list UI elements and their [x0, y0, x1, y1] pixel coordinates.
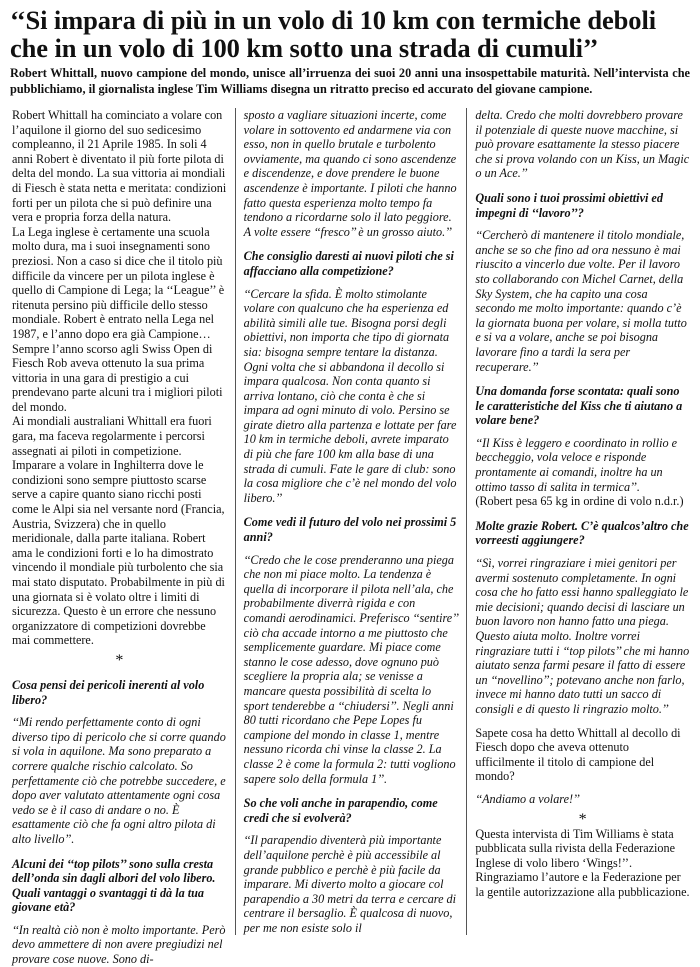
answer-thanks: ‘‘Sì, vorrei ringraziare i miei genitori per avermi sostenuto completamente. In ogni cosa che ho fatto essi hanno spalleggiato le mie decisioni; quando decisi di lasciare un buon lavoro non hanno fatto una piega. Questo aiuta molto. Inoltre vorrei ringraziare tutti i ‘‘top pilots’’ che mi hanno aiutato senza farmi pesare il fatto di essere un ‘‘novellino’’; potevano anche non farlo, invece mi hanno dato tutti un sacco di consigli e di questo li ringrazio molto.’’: [475, 556, 690, 716]
question-future: Come vedi il futuro del volo nei prossimi 5 anni?: [243, 515, 457, 545]
answer-age: ‘‘In realtà ciò non è molto importante. Però devo ammettere di non avere pregiudizi nel provare cose nuove. Sono di-: [12, 922, 226, 967]
intro-paragraph-5: Imparare a volare in Inghilterra dove le condizioni sono sempre piuttosto scarse serve a capire quanto siano ricchi posti come le Alpi sia nel versante nord (Francia, Austria, Svizzera) che in quello meridionale, dalla parte italiana. Robert ama le condizioni forti e lo ha dimostrato vincendo il mondiale più turbolento che sia mai stato disputato. Probabilmente in più di una giornata si è volato oltre i limiti di sicurezza. Questo è un errore che nessuno organizzatore di competizioni dovrebbe mai commettere.: [12, 458, 225, 648]
editor-note: (Robert pesa 65 kg in ordine di volo n.d.r.): [475, 494, 684, 509]
answer-goals: ‘‘Cercherò di mantenere il titolo mondiale, anche se so che fino ad ora nessuno è mai riuscito a vincerlo due volte. Per il lavoro sto collaborando con Michel Carnet, della Sky System, che ha capito una cosa secondo me molto importante: quando c’è la giornata buona per volare, si molla tutto e si va a volare, anche se poi bisogna lavorare fino a tardi la sera per recuperare.’’: [475, 228, 687, 374]
question-age: Alcuni dei ‘‘top pilots’’ sono sulla cresta dell’onda sin dagli albori del volo libero. Quali vantaggi o svantaggi ti dà la tua giovane età?: [12, 856, 216, 915]
article-title: ‘‘Si impara di più in un volo di 10 km con termiche deboli che in un volo di 100 km sotto una strada di cumuli’’: [10, 5, 656, 63]
article-lead: Robert Whittall, nuovo campione del mondo, unisce all’irruenza dei suoi 20 anni una insospettabile maturità. Nell’intervista che pubblichiamo, il giornalista inglese Tim Williams disegna un ritratto preciso ed accurato del giovane campione.: [10, 66, 690, 96]
answer-dangers: ‘‘Mi rendo perfettamente conto di ogni diverso tipo di pericolo che si corre quando si vola in aquilone. Ma sono preparato a correre qualche rischio calcolato. So perfettamente ciò che potrebbe succedere, e dopo aver valutato attentamente ogni cosa vedo se è il caso di andare o no. È esattamente ciò che fa ogni altro pilota di alto livello’’.: [12, 715, 226, 846]
intro-paragraph-1: Robert Whittall ha cominciato a volare con l’aquilone il giorno del suo sedicesimo compleanno, il 21 Aprile 1985. In soli 4 anni Robert è diventato il più forte pilota di delta del mondo. La sua vittoria ai mondiali di Fiesch è stata netta e meritata: condizioni forti per un pilota che si può definire una vera e propria forza della natura.: [12, 108, 227, 225]
section-separator: *: [115, 651, 124, 669]
question-paragliding: So che voli anche in parapendio, come credi che si evolverà?: [243, 796, 438, 825]
column-3: [466, 108, 690, 935]
question-goals: Quali sono i tuoi prossimi obiettivi ed impegni di ‘‘lavoro’’?: [475, 190, 663, 220]
answer-kiss: ‘‘Il Kiss è leggero e coordinato in rollio e beccheggio, vola veloce e risponde prontamente ai comandi, inoltre ha un ottimo tasso di salita in termica’’.: [475, 435, 678, 494]
answer-age-continued: sposto a vagliare situazioni incerte, come volare in sottovento ed andarmene via con esso, non in quello brutale e turbolento ovviamente, ma quando ci sono ascendenze e discendenze, e dove prendere le buone ascendenze è importante. I piloti che hanno fatto questa esperienza molto tempo fa tendono a ricordarne solo il lato peggiore. A volte essere ‘‘fresco’’ è un grosso aiuto.’’: [243, 108, 457, 239]
column-2: [235, 108, 467, 935]
question-dangers: Cosa pensi dei pericoli inerenti al volo libero?: [12, 677, 205, 707]
intro-paragraph-3: Sempre l’anno scorso agli Swiss Open di Fiesch Rob aveva ottenuto la sua prima vittoria in una gara di prestigio a cui prendevano parte alcuni tra i migliori piloti del mondo.: [12, 341, 223, 414]
column-1: [10, 108, 235, 967]
intro-paragraph-4: Ai mondiali australiani Whittall era fuori gara, ma faceva regolarmente i percorsi assegnati ai piloti in competizione.: [12, 414, 212, 458]
closing-quote: ‘‘Andiamo a volare!’’: [475, 791, 580, 806]
intro-paragraph-2: La Lega inglese è certamente una scuola molto dura, ma i suoi insegnamenti sono preziosi. Non a caso si dice che il titolo più difficile da vincere per un pilota inglese è quello di Campione di Lega; la ‘‘League’’ è ritenuta persino più difficile dello stesso mondiale. Robert è entrato nella Lega nel 1987, e l’anno dopo era già Campione…: [12, 224, 225, 341]
answer-future: ‘‘Credo che le cose prenderanno una piega che non mi piace molto. La tendenza è quella di incorporare il pilota nell’ala, che probabilmente diverrà rigida e con comandi aerodinamici. Preferisco ‘‘sentire’’ ciò cha accade intorno a me piuttosto che semplicemente guardare. Mi piace come stanno le cose adesso, dove ognuno può scegliere la propria ala; se venisse a mancare questa possibilità di scelta lo sport tenderebbe a ‘‘chiudersi’’. Negli anni 80 tutti ricordano che Pepe Lopes fu campione del mondo in classe 1, mentre nessuno ricorda chi vinse la classe 2. La classe 2 è come la formula 2: tutti vogliono sapere solo della formula 1’’.: [243, 552, 458, 786]
answer-paragliding: ‘‘Il parapendio diventerà più importante dell’aquilone perchè è più accessibile al grande pubblico e perchè è più facile da imparare. Mi diverto molto a giocare col parapendio a 30 metri da terra e cercare di centrare il bersaglio. È qualcosa di nuovo, per me non esiste solo il: [243, 833, 457, 935]
answer-paragliding-continued: delta. Credo che molti dovrebbero provare il potenziale di queste nuove macchine, si può provare esattamente la stesso piacere che si prova volando con un Kiss, un Magic o un Ace.’’: [475, 108, 690, 181]
section-separator-end: *: [578, 810, 587, 828]
question-thanks: Molte grazie Robert. C’è qualcos’altro che vorreesti aggiungere?: [475, 518, 689, 548]
closing-paragraph: Sapete cosa ha detto Whittall al decollo di Fiesch dopo che aveva ottenuto ufficilmente il titolo di campione del mondo?: [475, 725, 681, 784]
answer-advice: ‘‘Cercare la sfida. È molto stimolante volare con qualcuno che ha esperienza ed abilità simili alle tue. Bisogna porsi degli obiettivi, non importa che tipo di giornata sia: bisogna sempre tentare la distanza. Ogni volta che si abbandona il decollo si impara qualcosa. Non conta quanto si arriva lontano, ciò che conta è che si impara ad ogni minuto di volo. Persino se girate dietro alla partenza e lottate per fare 10 km in termiche deboli, avrete imparato di più che fare 100 km alla base di una strada di cumuli. Fate le gare di club: sono la cosa migliore che c’è nel mondo del volo libero.’’: [243, 286, 457, 505]
article-columns: [10, 108, 690, 967]
credit-paragraph: Questa intervista di Tim Williams è stata pubblicata sulla rivista della Federazione Inglese di volo libero ‘Wings!’’. Ringraziamo l’autore e la Federazione per la gentile autorizzazione alla pubblicazione.: [475, 826, 690, 899]
question-advice: Che consiglio daresti ai nuovi piloti che si affacciano alla competizione?: [243, 249, 454, 278]
question-kiss: Una domanda forse scontata: quali sono le caratteristiche del Kiss che ti aiutano a volare bene?: [475, 384, 683, 428]
